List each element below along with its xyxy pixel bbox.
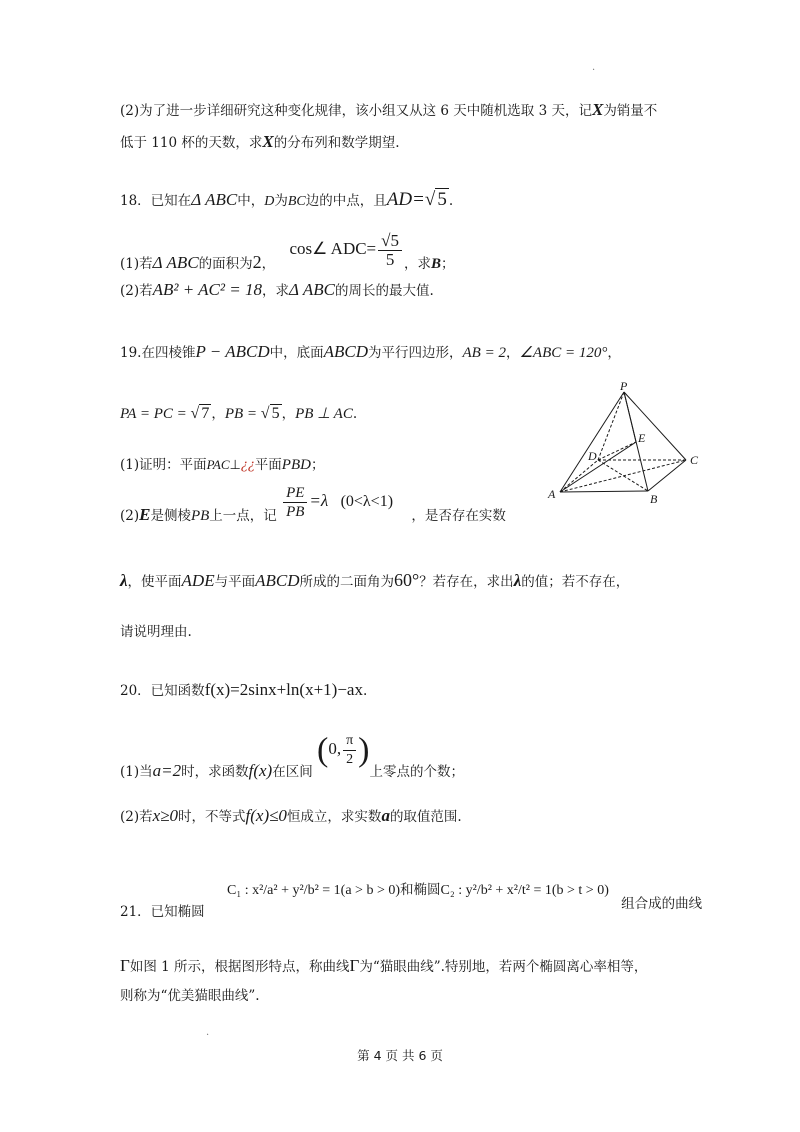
- figure-label-e: E: [638, 431, 646, 445]
- pyramid-figure: [540, 380, 710, 510]
- stray-mark: .: [592, 62, 596, 73]
- q20-part1: (1)当a=2时，求函数f(x)在区间 (0, $\frac{\pi}{2}$ )上零点的个数；: [120, 731, 464, 780]
- q20-part2: (2)若x≥0时，不等式f(x)≤0恒成立，求实数a的取值范围.: [120, 806, 462, 825]
- q19-part2-line3: 请说明理由.: [120, 624, 192, 640]
- figure-label-d: D: [588, 449, 597, 463]
- q19-part2: (2)E是侧棱PB上一点，记 $\frac{PE}{PB}$ =λ (0<λ<1) ，是否存在实数: [120, 485, 506, 524]
- figure-label-p: P: [620, 380, 628, 393]
- q18-part2: (2)若AB² + AC² = 18，求Δ ABC的周长的最大值.: [120, 280, 434, 299]
- q21-intro: 21．已知椭圆 C₁ : x²/a² + y²/b² = 1(a > b > 0)和椭圆C₂ : y²/b² + x²/t² = 1(b > t > 0) 组合成的曲线: [120, 882, 703, 920]
- q19-line2: PA = PC = √ 7 ，PB = √ 5 ，PB ⊥ AC.: [120, 405, 358, 422]
- q17-part2-line1: (2)为了进一步详细研究这种变化规律，该小组又从这 6 天中随机选取 3 天，记X为销量不: [120, 100, 658, 119]
- q21-line3: 则称为“优美猫眼曲线”.: [120, 988, 260, 1004]
- figure-label-b: B: [650, 492, 658, 506]
- stray-mark: .: [206, 1027, 210, 1038]
- q19-part1: (1)证明：平面PAC⊥¿¿平面PBD；: [120, 457, 325, 473]
- page-footer: 第 4 页 共 6 页: [357, 1048, 443, 1063]
- q20-intro: 20．已知函数f(x)=2sinx+ln(x+1)−ax.: [120, 680, 368, 699]
- q17-part2-line2: 低于 110 杯的天数，求X的分布列和数学期望.: [120, 132, 400, 151]
- q19-intro: 19.在四棱锥P − ABCD中，底面ABCD为平行四边形，AB = 2，∠ABC = 120°，: [120, 342, 621, 361]
- q19-part2-line2: λ，使平面ADE与平面ABCD所成的二面角为60°？若存在，求出λ的值；若不存在，: [120, 570, 630, 590]
- q18-part1: (1)若Δ ABC的面积为2， cos∠ ADC= $\frac{√5}{5}$ ，求B；: [120, 231, 455, 272]
- q21-line2: Γ如图 1 所示，根据图形特点，称曲线Γ为“猫眼曲线”.特别地，若两个椭圆离心率相等，: [120, 956, 648, 975]
- q18-intro: 18．已知在Δ ABC中，D为BC边的中点，且AD=√ 5 .: [120, 189, 454, 210]
- figure-label-a: A: [548, 487, 556, 501]
- figure-label-c: C: [690, 453, 699, 467]
